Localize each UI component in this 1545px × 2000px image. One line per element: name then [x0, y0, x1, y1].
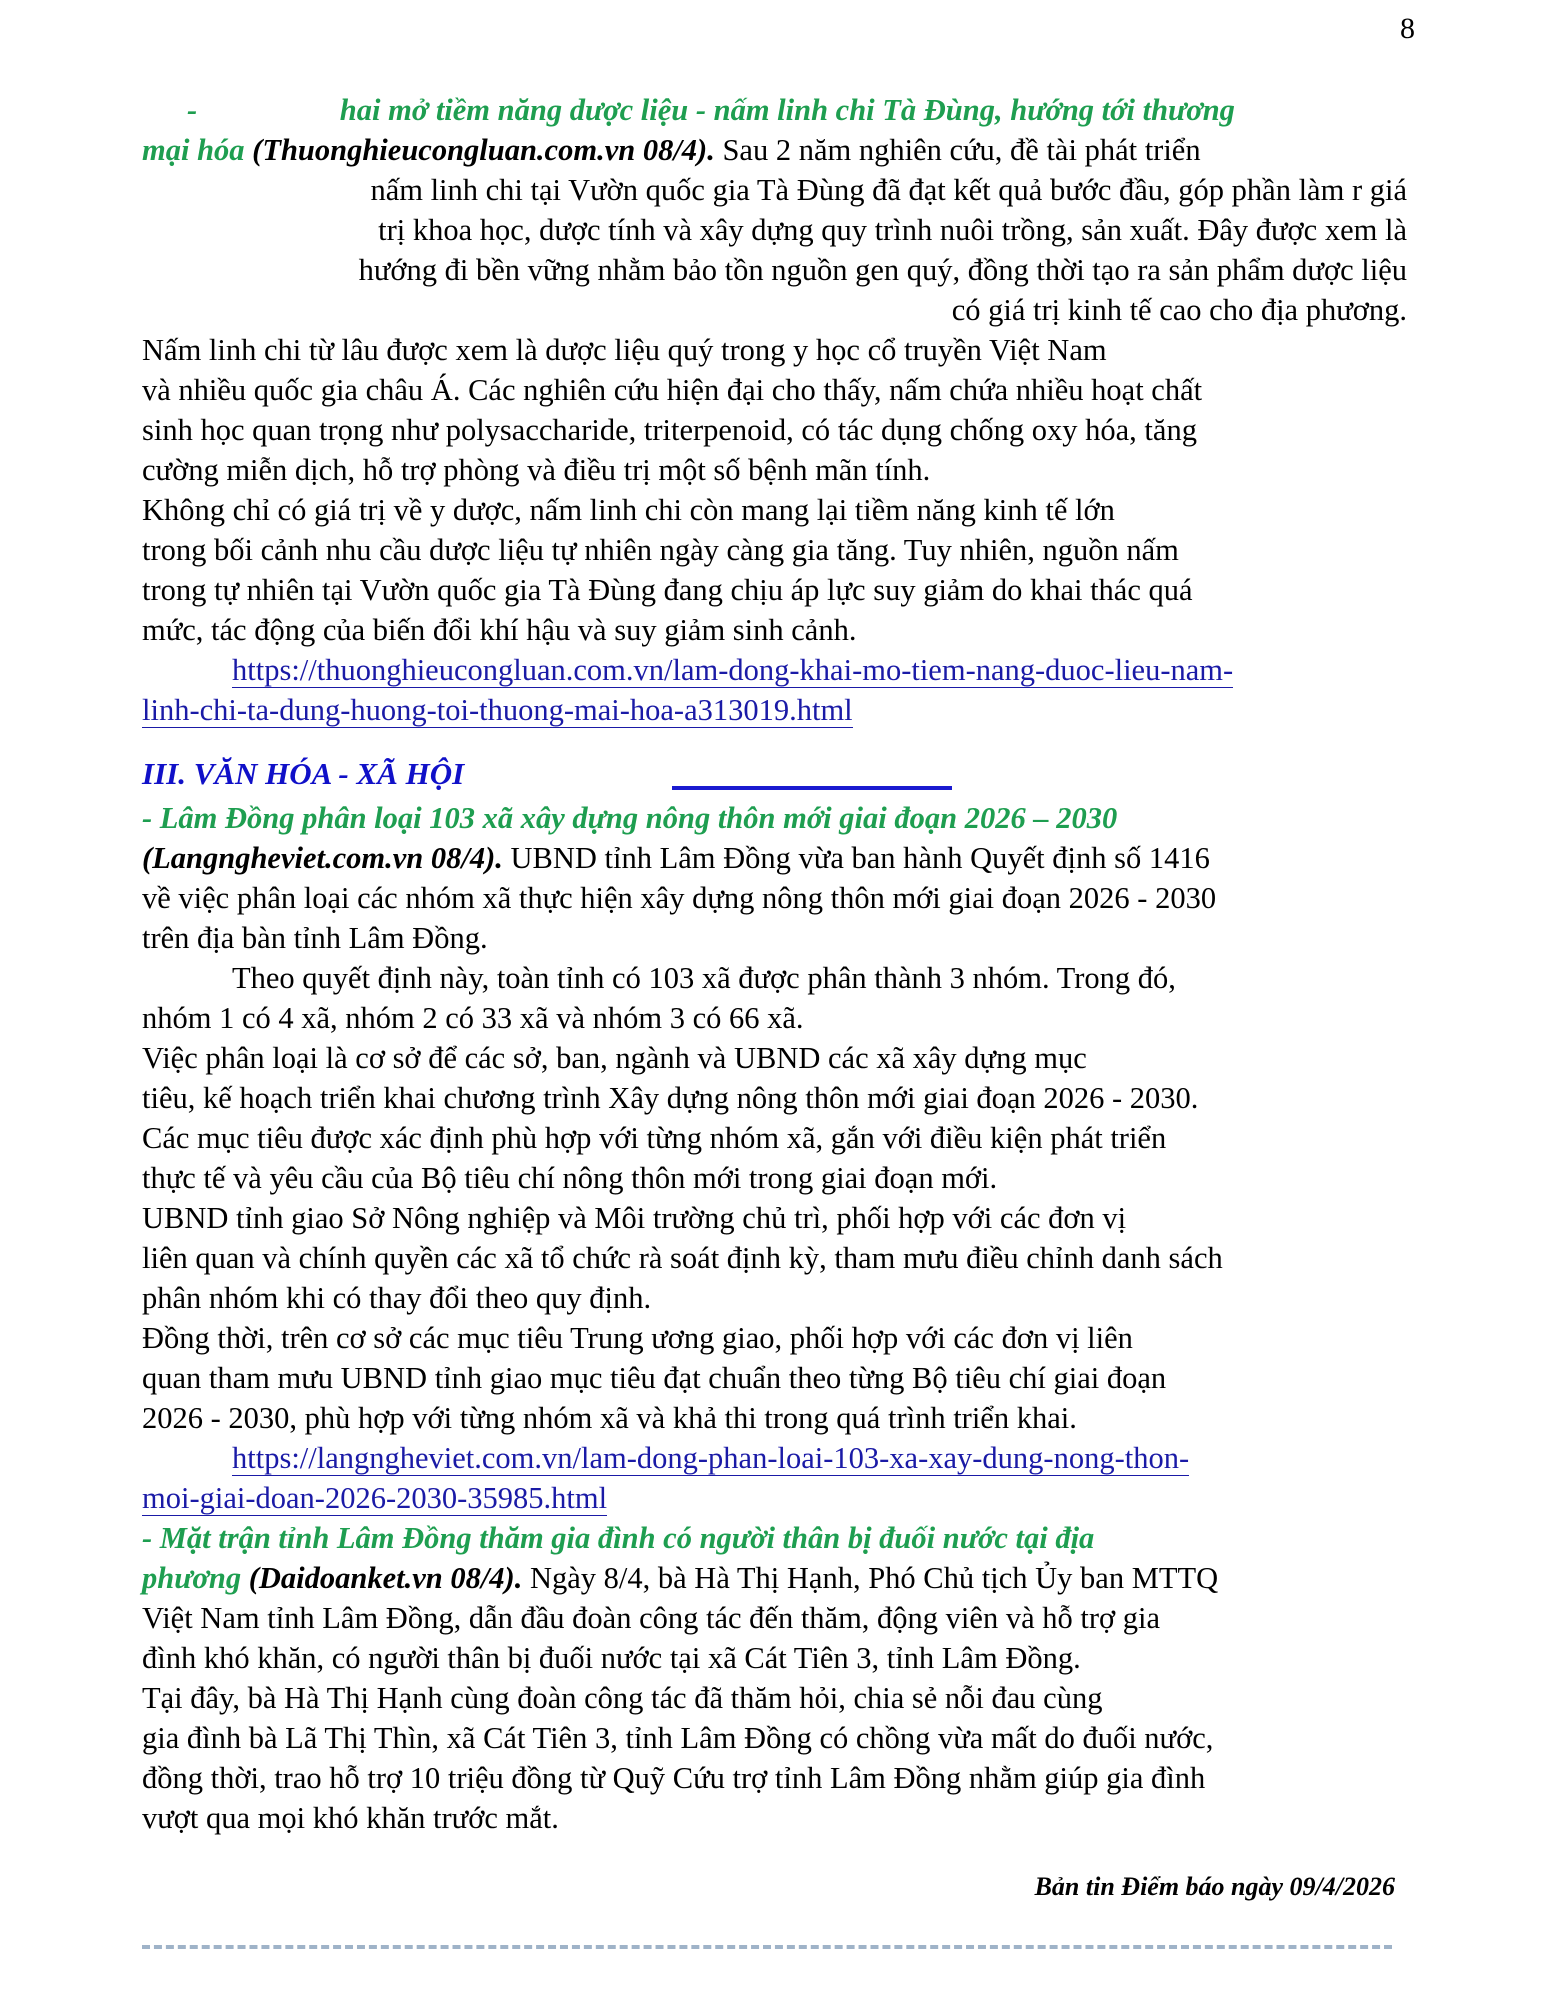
paragraph-line: vượt qua mọi khó khăn trước mắt.	[142, 1801, 559, 1835]
lead-line: có giá trị kinh tế cao cho địa phương.	[951, 293, 1407, 327]
paragraph-line: tiêu, kế hoạch triển khai chương trình Xây dựng nông thôn mới giai đoạn 2026 - 2030.	[142, 1081, 1199, 1115]
paragraph-line: phân nhóm khi có thay đổi theo quy định.	[142, 1281, 652, 1315]
paragraph-line: quan tham mưu UBND tỉnh giao mục tiêu đạt chuẩn theo từng Bộ tiêu chí giai đoạn	[142, 1361, 1167, 1395]
bulletin-caption: Bản tin Điểm báo ngày 09/4/2026	[1034, 1872, 1395, 1901]
article-title-line	[142, 130, 1407, 170]
paragraph-line: sinh học quan trọng như polysaccharide, triterpenoid, có tác dụng chống oxy hóa, tăng	[142, 413, 1197, 447]
section-heading	[142, 750, 1407, 798]
paragraph-line: trong tự nhiên tại Vườn quốc gia Tà Đùng đang chịu áp lực suy giảm do khai thác quá	[142, 573, 1193, 607]
section-title: III. VĂN HÓA - XÃ HỘI	[142, 756, 465, 791]
paragraph-line: Đồng thời, trên cơ sở các mục tiêu Trung ương giao, phối hợp với các đơn vị liên	[142, 1321, 1133, 1355]
lead-line: hướng đi bền vững nhằm bảo tồn nguồn gen quý, đồng thời tạo ra sản phẩm dược liệu	[358, 253, 1407, 287]
lead-line: trị khoa học, dược tính và xây dựng quy trình nuôi trồng, sản xuất. Đây được xem là	[378, 213, 1407, 247]
lead-line: nấm linh chi tại Vườn quốc gia Tà Đùng đã đạt kết quả bước đầu, góp phần làm r giá	[370, 173, 1407, 207]
paragraph-line: UBND tỉnh giao Sở Nông nghiệp và Môi trường chủ trì, phối hợp với các đơn vị	[142, 1201, 1127, 1235]
paragraph-line: trong bối cảnh nhu cầu dược liệu tự nhiên ngày càng gia tăng. Tuy nhiên, nguồn nấm	[142, 533, 1179, 567]
article-title: - Mặt trận tỉnh Lâm Đồng thăm gia đình có người thân bị đuối nước tại địa	[142, 1521, 1095, 1555]
lead-line: Việt Nam tỉnh Lâm Đồng, dẫn đầu đoàn công tác đến thăm, động viên và hỗ trợ gia	[142, 1601, 1160, 1635]
lead-line: về việc phân loại các nhóm xã thực hiện xây dựng nông thôn mới giai đoạn 2026 - 2030	[142, 881, 1217, 915]
article-lead-line	[142, 838, 1407, 878]
source-link[interactable]: https://langngheviet.com.vn/lam-dong-phan-loai-103-xa-xay-dung-nong-thon-	[232, 1441, 1190, 1475]
lead-line: đình khó khăn, có người thân bị đuối nước tại xã Cát Tiên 3, tỉnh Lâm Đồng.	[142, 1641, 1081, 1675]
paragraph-line: thực tế và yêu cầu của Bộ tiêu chí nông thôn mới trong giai đoạn mới.	[142, 1161, 998, 1195]
title-dash: -	[187, 93, 198, 127]
paragraph-line: Nấm linh chi từ lâu được xem là dược liệu quý trong y học cổ truyền Việt Nam	[142, 333, 1107, 367]
article-nong-thon-moi	[142, 798, 1407, 1518]
paragraph-line: 2026 - 2030, phù hợp với từng nhóm xã và khả thi trong quá trình triển khai.	[142, 1401, 1077, 1435]
article-source: (Daidoanket.vn 08/4).	[248, 1561, 523, 1595]
article-title: hai mở tiềm năng dược liệu - nấm linh chi Tà Đùng, hướng tới thương	[339, 93, 1235, 127]
paragraph-line: Tại đây, bà Hà Thị Hạnh cùng đoàn công tác đã thăm hỏi, chia sẻ nỗi đau cùng	[142, 1681, 1103, 1715]
paragraph-line: nhóm 1 có 4 xã, nhóm 2 có 33 xã và nhóm 3 có 66 xã.	[142, 1001, 804, 1035]
source-link-line	[142, 1478, 1407, 1518]
document-body	[142, 90, 1407, 1838]
footer-dashed-rule	[142, 1945, 1392, 1949]
article-mat-tran	[142, 1518, 1407, 1838]
lead-line: trên địa bàn tỉnh Lâm Đồng.	[142, 921, 488, 955]
page-number: 8	[1400, 12, 1415, 45]
article-title-cont: mại hóa	[142, 133, 245, 167]
source-link-cont[interactable]: moi-giai-doan-2026-2030-35985.html	[142, 1481, 608, 1515]
source-link[interactable]: https://thuonghieucongluan.com.vn/lam-dong-khai-mo-tiem-nang-duoc-lieu-nam-	[232, 653, 1234, 687]
source-link-cont[interactable]: linh-chi-ta-dung-huong-toi-thuong-mai-hoa-a313019.html	[142, 693, 853, 727]
paragraph-line: Không chỉ có giá trị về y dược, nấm linh chi còn mang lại tiềm năng kinh tế lớn	[142, 493, 1115, 527]
article-title-cont: phương	[142, 1561, 242, 1595]
article-title: - Lâm Đồng phân loại 103 xã xây dựng nông thôn mới giai đoạn 2026 – 2030	[142, 801, 1118, 835]
source-link-line	[142, 650, 1407, 690]
lead-text: Sau 2 năm nghiên cứu, đề tài phát triển	[714, 133, 1201, 167]
article-source: (Thuonghieucongluan.com.vn 08/4).	[252, 133, 715, 167]
article-linh-chi	[142, 90, 1407, 730]
paragraph-line: Việc phân loại là cơ sở để các sở, ban, ngành và UBND các xã xây dựng mục	[142, 1041, 1087, 1075]
article-title-line	[142, 1558, 1407, 1598]
article-title-line	[142, 90, 1407, 130]
paragraph-line: Theo quyết định này, toàn tỉnh có 103 xã được phân thành 3 nhóm. Trong đó,	[232, 961, 1176, 995]
paragraph-line: đồng thời, trao hỗ trợ 10 triệu đồng từ Quỹ Cứu trợ tỉnh Lâm Đồng nhằm giúp gia đình	[142, 1761, 1206, 1795]
paragraph-line: cường miễn dịch, hỗ trợ phòng và điều trị một số bệnh mãn tính.	[142, 453, 931, 487]
source-link-line	[142, 1438, 1407, 1478]
paragraph-line: và nhiều quốc gia châu Á. Các nghiên cứu hiện đại cho thấy, nấm chứa nhiều hoạt chất	[142, 373, 1203, 407]
article-source: (Langngheviet.com.vn 08/4).	[142, 841, 503, 875]
lead-text: UBND tỉnh Lâm Đồng vừa ban hành Quyết định số 1416	[502, 841, 1210, 875]
paragraph-line: Các mục tiêu được xác định phù hợp với từng nhóm xã, gắn với điều kiện phát triển	[142, 1121, 1167, 1155]
paragraph-line: liên quan và chính quyền các xã tổ chức rà soát định kỳ, tham mưu điều chỉnh danh sách	[142, 1241, 1223, 1275]
section-underline	[672, 786, 952, 790]
paragraph-line: mức, tác động của biến đổi khí hậu và suy giảm sinh cảnh.	[142, 613, 857, 647]
source-link-line	[142, 690, 1407, 730]
lead-text: Ngày 8/4, bà Hà Thị Hạnh, Phó Chủ tịch Ủy ban MTTQ	[522, 1561, 1219, 1595]
paragraph-line: gia đình bà Lã Thị Thìn, xã Cát Tiên 3, tỉnh Lâm Đồng có chồng vừa mất do đuối nước,	[142, 1721, 1214, 1755]
